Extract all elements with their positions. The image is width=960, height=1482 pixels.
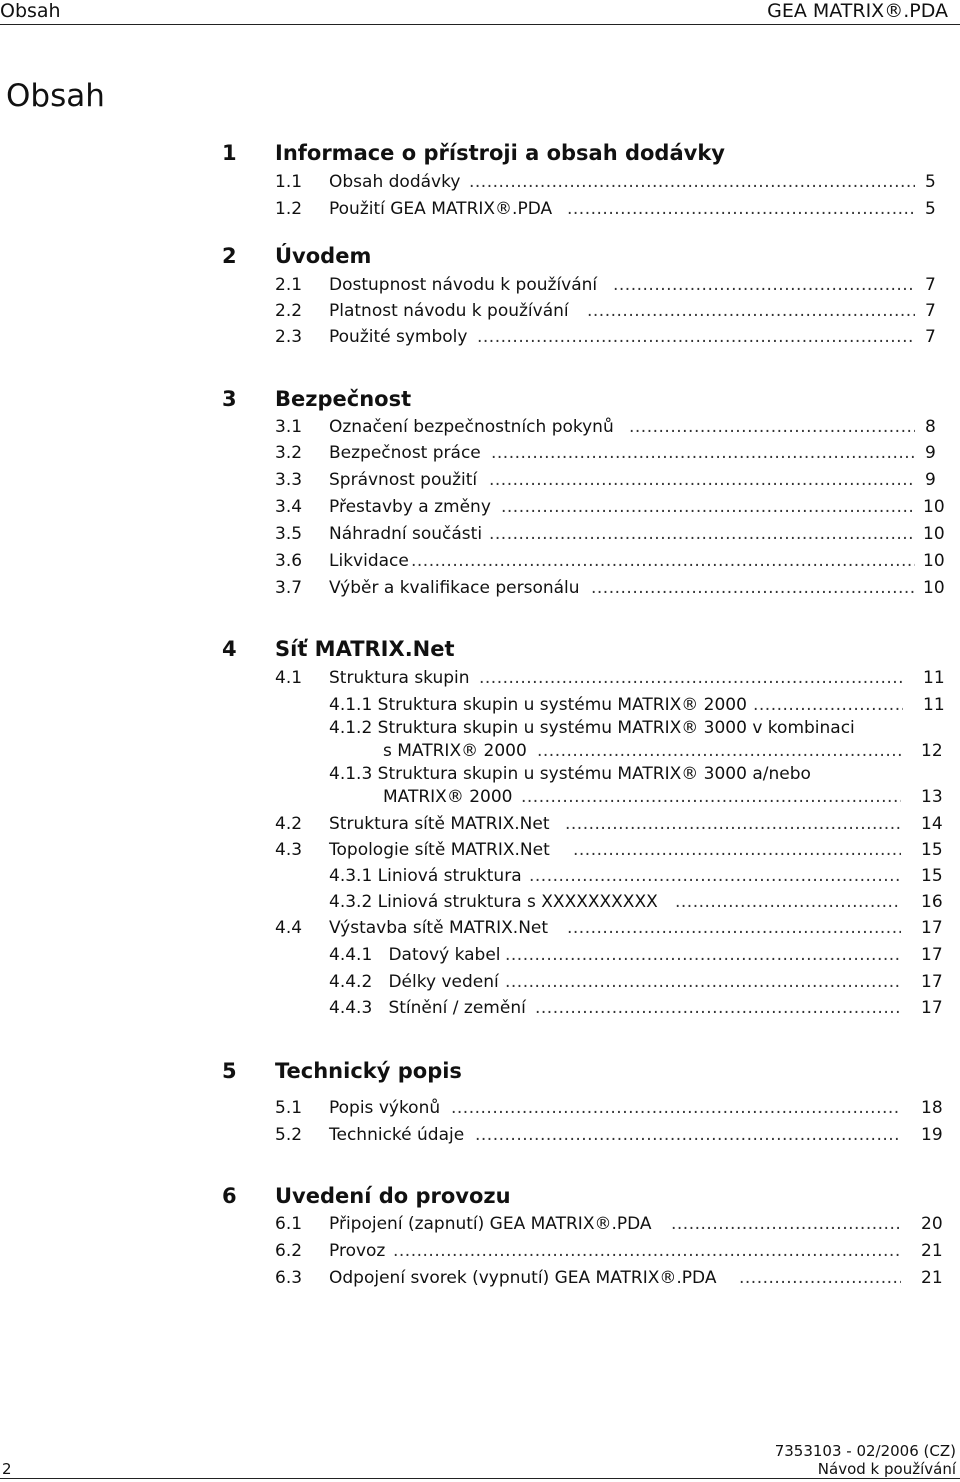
chapter-1-number: 1: [222, 141, 237, 165]
leader-dots: [565, 813, 901, 835]
leader-dots: [411, 550, 915, 572]
leader-dots: [501, 496, 915, 518]
toc-entry-4-2[interactable]: 4.2 Struktura sítě MATRIX.Net ..... 14: [275, 813, 940, 835]
toc-entry-4-4-3[interactable]: 4.4.3 Stínění / zemění ..... 17: [275, 997, 940, 1019]
toc-entry-4-1-3[interactable]: MATRIX® 2000 ..... 13: [275, 786, 940, 808]
chapter-4-number: 4: [222, 637, 237, 661]
leader-dots: [477, 326, 915, 348]
toc-entry-4-4-1[interactable]: 4.4.1 Datový kabel ..... 17: [275, 944, 940, 966]
chapter-6-number: 6: [222, 1184, 237, 1208]
leader-dots: [567, 198, 915, 220]
toc-entry-4-3-2[interactable]: 4.3.2 Liniová struktura s XXXXXXXXXX ..... 16: [275, 891, 940, 913]
toc-entry-3-4[interactable]: 3.4 Přestavby a změny ..... 10: [275, 496, 940, 518]
leader-dots: [479, 667, 903, 689]
toc-entry-4-3-1[interactable]: 4.3.1 Liniová struktura ..... 15: [275, 865, 940, 887]
toc-entry-4-1-1[interactable]: 4.1.1 Struktura skupin u systému MATRIX® 2000 ..... 11: [275, 694, 940, 716]
leader-dots: [587, 300, 915, 322]
footer-doc-code: 7353103 - 02/2006 (CZ): [774, 1442, 956, 1460]
page-title: Obsah: [6, 78, 105, 114]
leader-dots: [535, 997, 901, 1019]
toc-entry-4-1-3-line1[interactable]: 4.1.3 Struktura skupin u systému MATRIX® 3000 a/nebo: [329, 764, 811, 784]
leader-dots: [629, 416, 915, 438]
toc-entry-3-5[interactable]: 3.5 Náhradní součásti ..... 10: [275, 523, 940, 545]
leader-dots: [521, 786, 901, 808]
toc-entry-2-1[interactable]: 2.1 Dostupnost návodu k používání ..... 7: [275, 274, 940, 296]
footer-rule: [0, 1478, 960, 1479]
leader-dots: [671, 1213, 901, 1235]
leader-dots: [753, 694, 903, 716]
leader-dots: [675, 891, 901, 913]
chapter-2-number: 2: [222, 244, 237, 268]
leader-dots: [393, 1240, 901, 1262]
header-section-label: Obsah: [0, 0, 61, 22]
footer-doc-name: Návod k používání: [817, 1460, 956, 1478]
chapter-3-number: 3: [222, 387, 237, 411]
chapter-1-title: Informace o přístroji a obsah dodávky: [275, 141, 725, 165]
toc-entry-4-4-2[interactable]: 4.4.2 Délky vedení ..... 17: [275, 971, 940, 993]
toc-entry-5-1[interactable]: 5.1 Popis výkonů ..... 18: [275, 1097, 940, 1119]
chapter-6-title: Uvedení do provozu: [275, 1184, 511, 1208]
toc-entry-4-1-2-line1[interactable]: 4.1.2 Struktura skupin u systému MATRIX® 3000 v kombinaci: [329, 718, 855, 738]
leader-dots: [469, 171, 915, 193]
toc-entry-3-1[interactable]: 3.1 Označení bezpečnostních pokynů ..... 8: [275, 416, 940, 438]
leader-dots: [537, 740, 901, 762]
header-product-name: GEA MATRIX®.PDA: [767, 0, 948, 22]
toc-entry-2-3[interactable]: 2.3 Použité symboly ..... 7: [275, 326, 940, 348]
toc-entry-6-3[interactable]: 6.3 Odpojení svorek (vypnutí) GEA MATRIX®.PDA ..... 21: [275, 1267, 940, 1289]
toc-entry-3-2[interactable]: 3.2 Bezpečnost práce ..... 9: [275, 442, 940, 464]
footer-page-number: 2: [2, 1460, 12, 1478]
header-rule: [0, 24, 960, 25]
leader-dots: [613, 274, 915, 296]
toc-entry-5-2[interactable]: 5.2 Technické údaje ..... 19: [275, 1124, 940, 1146]
leader-dots: [491, 442, 915, 464]
toc-entry-4-1-2[interactable]: s MATRIX® 2000 ..... 12: [275, 740, 940, 762]
leader-dots: [505, 944, 901, 966]
leader-dots: [573, 839, 901, 861]
leader-dots: [591, 577, 915, 599]
chapter-5-number: 5: [222, 1059, 237, 1083]
leader-dots: [739, 1267, 901, 1289]
leader-dots: [489, 469, 915, 491]
leader-dots: [489, 523, 915, 545]
leader-dots: [451, 1097, 901, 1119]
toc-entry-2-2[interactable]: 2.2 Platnost návodu k používání ..... 7: [275, 300, 940, 322]
chapter-2-title: Úvodem: [275, 244, 372, 268]
leader-dots: [475, 1124, 901, 1146]
chapter-3-title: Bezpečnost: [275, 387, 412, 411]
toc-entry-6-1[interactable]: 6.1 Připojení (zapnutí) GEA MATRIX®.PDA ..... 20: [275, 1213, 940, 1235]
toc-entry-4-1[interactable]: 4.1 Struktura skupin ..... 11: [275, 667, 940, 689]
toc-entry-1-2[interactable]: 1.2 Použití GEA MATRIX®.PDA ..... 5: [275, 198, 940, 220]
chapter-5-title: Technický popis: [275, 1059, 462, 1083]
toc-entry-6-2[interactable]: 6.2 Provoz ..... 21: [275, 1240, 940, 1262]
leader-dots: [567, 917, 901, 939]
leader-dots: [505, 971, 901, 993]
leader-dots: [529, 865, 901, 887]
toc-entry-4-4[interactable]: 4.4 Výstavba sítě MATRIX.Net ..... 17: [275, 917, 940, 939]
toc-entry-3-7[interactable]: 3.7 Výběr a kvalifikace personálu ..... 10: [275, 577, 940, 599]
toc-entry-1-1[interactable]: 1.1 Obsah dodávky ..... 5: [275, 171, 940, 193]
chapter-4-title: Síť MATRIX.Net: [275, 637, 455, 661]
toc-entry-3-3[interactable]: 3.3 Správnost použití ..... 9: [275, 469, 940, 491]
toc-entry-3-6[interactable]: 3.6 Likvidace ..... 10: [275, 550, 940, 572]
toc-entry-4-3[interactable]: 4.3 Topologie sítě MATRIX.Net ..... 15: [275, 839, 940, 861]
